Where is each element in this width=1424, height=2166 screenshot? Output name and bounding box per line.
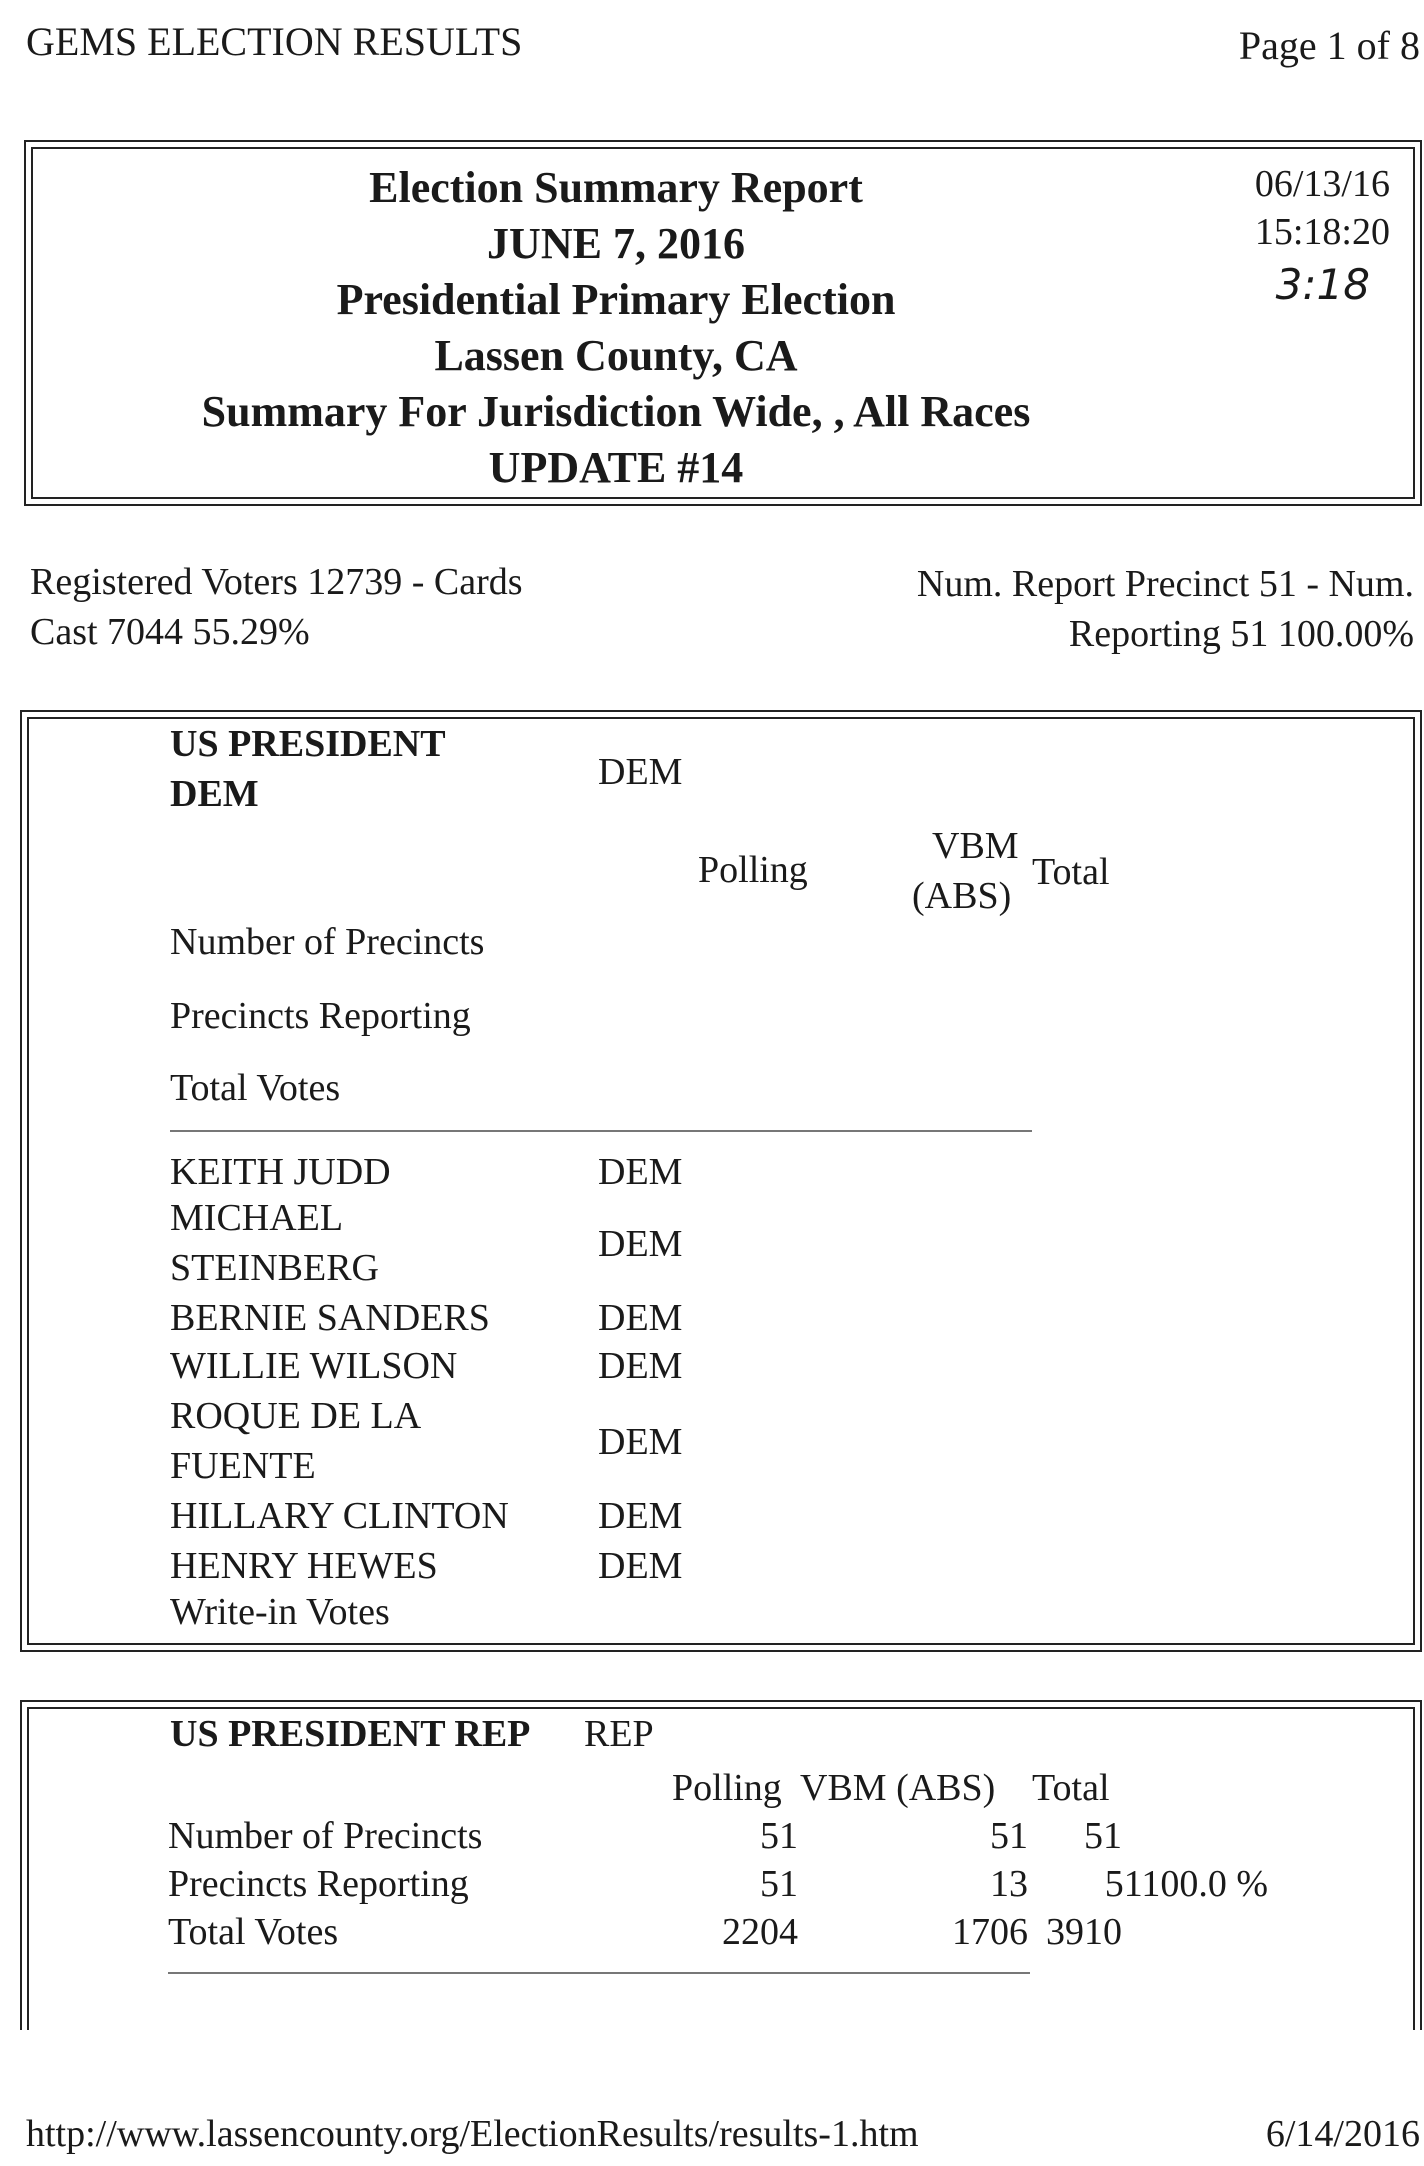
dem-summary-label: Total Votes — [170, 1067, 341, 1109]
rep-col-total: Total — [1032, 1767, 1110, 1809]
election-name: Presidential Primary Election — [336, 275, 896, 324]
rep-summary-vbm: 1706 — [952, 1911, 1028, 1953]
candidate-party: DEM — [598, 1495, 683, 1537]
handwritten-time-note: 3:18 — [1275, 260, 1370, 309]
dem-summary-label: Precincts Reporting — [170, 995, 471, 1037]
rep-summary-total: 51 — [1084, 1815, 1122, 1857]
registered-voters-line2: Cast 7044 55.29% — [30, 611, 310, 653]
rep-summary-vbm: 51 — [990, 1815, 1028, 1857]
candidate-name: KEITH JUDD — [170, 1151, 391, 1193]
candidate-party: DEM — [598, 1421, 683, 1463]
dem-col-polling: Polling — [698, 849, 808, 891]
candidate-party: DEM — [598, 1545, 683, 1587]
dem-race-title-line2: DEM — [170, 773, 259, 815]
dem-col-vbm-line2: (ABS) — [912, 875, 1012, 917]
dem-summary-label: Number of Precincts — [170, 921, 485, 963]
dem-divider — [170, 1130, 1032, 1132]
footer-url[interactable]: http://www.lassencounty.org/ElectionResults/results-1.htm — [26, 2113, 919, 2155]
rep-summary-total-pct — [1105, 1862, 1268, 1906]
candidate-party: DEM — [598, 1223, 683, 1265]
rep-race-title: US PRESIDENT REP — [170, 1713, 531, 1755]
county-name: Lassen County, CA — [434, 331, 798, 380]
rep-summary-polling: 2204 — [722, 1911, 798, 1953]
report-title: Election Summary Report — [369, 163, 863, 212]
rep-summary-label: Total Votes — [168, 1911, 339, 1953]
rep-col-polling: Polling — [672, 1767, 782, 1809]
rep-summary-label: Precincts Reporting — [168, 1863, 469, 1905]
rep-summary-total: 3910 — [1046, 1911, 1122, 1953]
candidate-name-line2: FUENTE — [170, 1445, 316, 1487]
candidate-name: WILLIE WILSON — [170, 1345, 458, 1387]
dem-col-vbm-line1: VBM — [932, 825, 1019, 867]
summary-scope: Summary For Jurisdiction Wide, , All Races — [201, 387, 1031, 436]
dem-col-total: Total — [1032, 851, 1110, 893]
candidate-name-line2: STEINBERG — [170, 1247, 379, 1289]
rep-summary-pct: 100.0 % — [1141, 1863, 1268, 1905]
rep-summary-polling: 51 — [760, 1815, 798, 1857]
registered-voters-line1: Registered Voters 12739 - Cards — [30, 561, 523, 603]
candidate-name: BERNIE SANDERS — [170, 1297, 490, 1339]
rep-divider — [168, 1972, 1030, 1974]
rep-summary-vbm: 13 — [990, 1863, 1028, 1905]
dem-race-title-line1: US PRESIDENT — [170, 723, 446, 765]
election-date: JUNE 7, 2016 — [487, 219, 745, 268]
candidate-name: HENRY HEWES — [170, 1545, 438, 1587]
rep-summary-total: 51 — [1104, 1863, 1142, 1905]
report-title-box — [24, 140, 1422, 506]
precinct-report-line1: Num. Report Precinct 51 - Num. — [916, 563, 1414, 605]
candidate-name: MICHAEL — [170, 1197, 344, 1239]
page-header-title: GEMS ELECTION RESULTS — [26, 19, 523, 64]
candidate-party: DEM — [598, 1345, 683, 1387]
footer-print-date: 6/14/2016 — [1265, 2113, 1420, 2155]
report-date: 06/13/16 — [1254, 163, 1390, 205]
candidate-name: HILLARY CLINTON — [170, 1495, 509, 1537]
rep-col-vbm: VBM (ABS) — [800, 1767, 996, 1809]
rep-summary-polling: 51 — [760, 1863, 798, 1905]
report-time: 15:18:20 — [1254, 211, 1390, 253]
rep-summary-label: Number of Precincts — [168, 1815, 483, 1857]
update-number: UPDATE #14 — [488, 443, 744, 492]
candidate-name: ROQUE DE LA — [170, 1395, 422, 1437]
candidate-party: DEM — [598, 1297, 683, 1339]
precinct-report-line2: Reporting 51 100.00% — [1068, 613, 1414, 655]
write-in-label: Write-in Votes — [170, 1591, 390, 1633]
candidate-party: DEM — [598, 1151, 683, 1193]
page-number: Page 1 of 8 — [1238, 23, 1420, 68]
dem-race-party: DEM — [598, 751, 683, 793]
rep-race-party: REP — [584, 1713, 654, 1755]
